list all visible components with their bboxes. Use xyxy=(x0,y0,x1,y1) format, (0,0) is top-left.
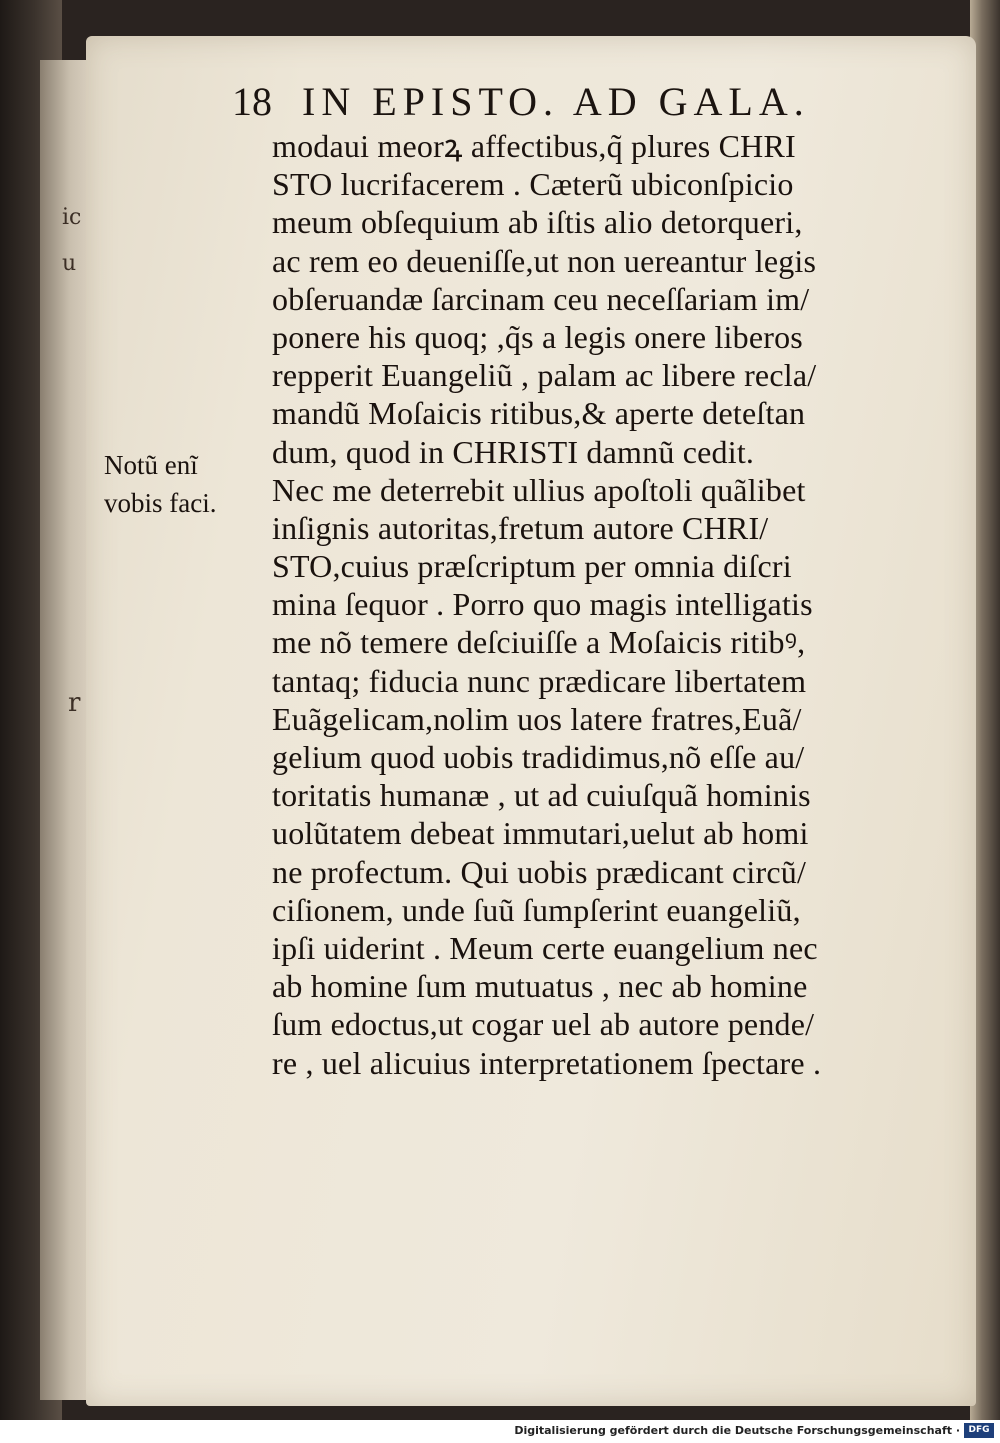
funding-credit: Digitalisierung gefördert durch die Deutsche Forschungsgemeinschaft · xyxy=(514,1424,960,1437)
text-line: mandũ Moſaicis ritibus,& aperte deteſtan xyxy=(272,395,806,432)
text-line: inſignis autoritas,fretum autore CHRI/ xyxy=(272,509,769,546)
text-line: tantaq; fiducia nunc prædicare libertatem xyxy=(272,662,807,699)
marginal-note-line: Notũ enĩ xyxy=(104,450,198,480)
text-line: gelium quod uobis tradidimus,nõ eſſe au/ xyxy=(272,739,805,775)
digitization-footer xyxy=(0,1420,1000,1443)
running-title: IN EPISTO. AD GALA. xyxy=(302,79,810,124)
body-text xyxy=(272,127,932,1082)
text-line: modaui meorꝝ affectibus,q̃ plures CHRI xyxy=(272,128,796,164)
text-line: STO lucrifacerem . Cæterũ ubiconſpicio xyxy=(272,166,794,203)
text-line: Euãgelicam,nolim uos latere fratres,Euã/ xyxy=(272,700,802,737)
text-line: re , uel alicuius interpretationem ſpectare . xyxy=(272,1044,822,1081)
dfg-logo: DFG xyxy=(964,1423,994,1438)
offprint-fragment-top: ic u xyxy=(62,205,82,276)
text-line: uolũtatem debeat immutari,uelut ab homi xyxy=(272,815,809,852)
text-line: ac rem eo deueniſſe,ut non uereantur legis xyxy=(272,242,817,279)
text-line: mina ſequor . Porro quo magis intelligatis xyxy=(272,586,813,623)
text-line: obſeruandæ ſarcinam ceu neceſſariam im/ xyxy=(272,280,810,317)
marginal-note xyxy=(104,446,254,522)
text-line: ciſionem, unde ſuũ ſumpſerint euangeliũ, xyxy=(272,891,801,928)
text-line: me nõ temere deſciuiſſe a Moſaicis ritibꝰ, xyxy=(272,624,806,661)
text-line: ne profectum. Qui uobis prædicant circũ/ xyxy=(272,853,807,890)
text-line: STO,cuius præſcriptum per omnia diſcri xyxy=(272,548,792,585)
text-line: ſum edoctus,ut cogar uel ab autore pende/ xyxy=(272,1006,815,1043)
offprint-fragment-bottom: r xyxy=(68,688,81,718)
text-line: dum, quod in CHRISTI damnũ cedit. xyxy=(272,433,755,470)
page-header xyxy=(232,80,872,124)
page-number: 18 xyxy=(232,79,272,124)
text-line: repperit Euangeliũ , palam ac libere recla/ xyxy=(272,357,817,394)
text-line: meum obſequium ab iſtis alio detorqueri, xyxy=(272,204,803,241)
marginal-note-line: vobis faci. xyxy=(104,488,217,518)
text-line: ponere his quoq; ,q̃s a legis onere liberos xyxy=(272,318,803,355)
text-line: ab homine ſum mutuatus , nec ab homine xyxy=(272,968,808,1005)
text-line: toritatis humanæ , ut ad cuiuſquã hominis xyxy=(272,777,811,814)
text-line: Nec me deterrebit ullius apoſtoli quãlibet xyxy=(272,471,806,508)
text-line: ipſi uiderint . Meum certe euangelium nec xyxy=(272,929,818,966)
